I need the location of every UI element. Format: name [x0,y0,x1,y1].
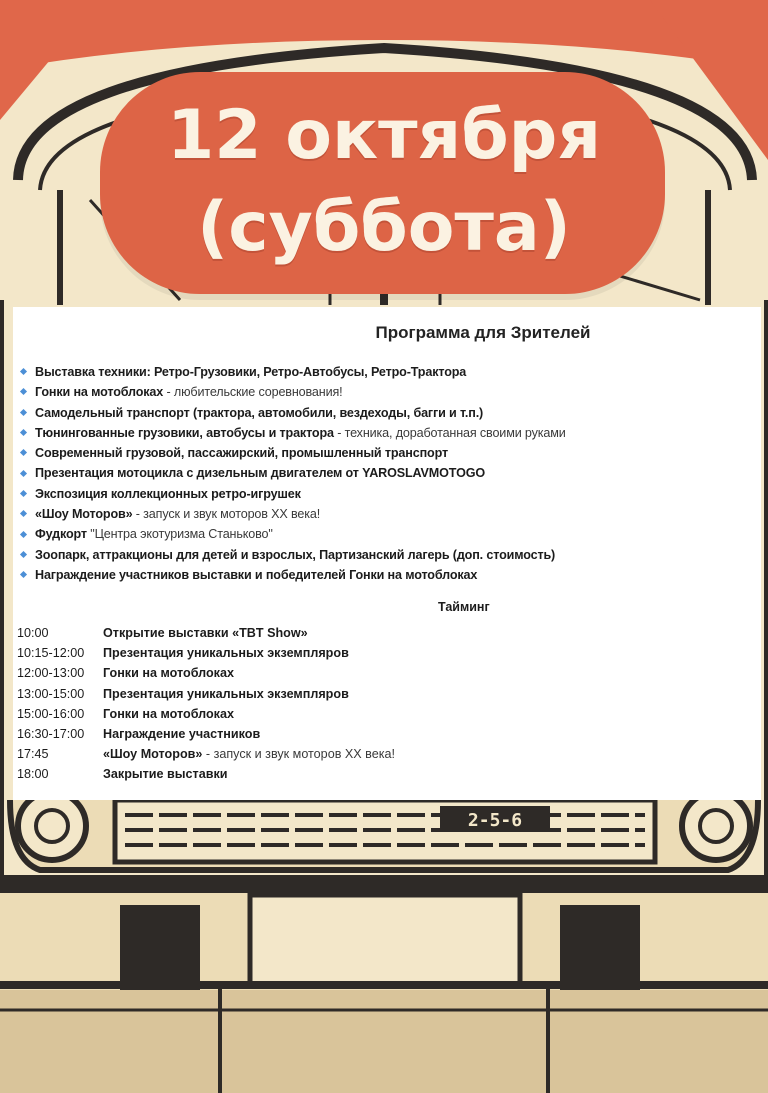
bullet-icon [20,571,27,578]
bullet-icon [20,368,27,375]
timing-event: Закрытие выставки [103,767,228,782]
timing-time: 16:30-17:00 [17,726,85,741]
bus-plate-text: 2-5-6 [467,810,523,831]
timing-event: Гонки на мотоблоках [103,706,234,721]
bullet-icon [20,470,27,477]
list-item: Самодельный транспорт (трактора, автомобили, вездеходы, багги и т.п.) [17,403,757,423]
timing-row: 17:45 «Шоу Моторов» - запуск и звук моторов XX века! [17,744,395,764]
timing-time: 10:15-12:00 [17,646,85,661]
timing-row [17,704,395,724]
timing-event: «Шоу Моторов» [103,747,203,762]
timing-event: Презентация уникальных экземпляров [103,686,349,701]
list-item: «Шоу Моторов» - запуск и звук моторов XX века! [17,504,757,524]
timing-time: 13:00-15:00 [17,686,85,701]
timing-row [17,724,395,744]
timing-time: 17:45 [17,747,49,762]
bullet-icon [20,449,27,456]
list-item: Награждение участников выставки и победителей Гонки на мотоблоках [17,565,757,585]
timing-event: Награждение участников [103,726,261,741]
timing-row [17,623,395,643]
list-item: Выставка техники: Ретро-Грузовики, Ретро-Автобусы, Ретро-Трактора [17,362,757,382]
timing-event: Гонки на мотоблоках [103,666,234,681]
timing-row [17,643,395,663]
timing-time: 10:00 [17,626,49,640]
program-panel [13,307,761,800]
program-title: Программа для Зрителей [375,323,591,342]
timing-title: Тайминг [438,600,490,614]
bullet-icon [20,551,27,558]
timing-row [17,764,395,784]
program-list [17,362,757,585]
bullet-icon [20,510,27,517]
bullet-icon [20,409,27,416]
timing-event: Презентация уникальных экземпляров [103,646,349,661]
timing-time: 15:00-16:00 [17,706,85,721]
list-item: Современный грузовой, пассажирский, промышленный транспорт [17,443,757,463]
list-item: Тюнингованные грузовики, автобусы и трактора - техника, доработанная своими руками [17,423,757,443]
timing-row [17,663,395,683]
timing-row [17,684,395,704]
bullet-icon [20,531,27,538]
bullet-icon [20,388,27,395]
bullet-icon [20,490,27,497]
bullet-icon [20,429,27,436]
timing-event: Открытие выставки «TBT Show» [103,626,308,640]
timing-time: 12:00-13:00 [17,666,85,681]
list-item: Зоопарк, аттракционы для детей и взрослых, Партизанский лагерь (доп. стоимость) [17,545,757,565]
weekday-text: (суббота) [197,188,571,267]
timing-list [17,623,395,785]
list-item: Фудкорт "Центра экотуризма Станьково" [17,524,757,544]
list-item: Презентация мотоцикла с дизельным двигателем от YAROSLAVMOTOGO [17,463,757,483]
list-item: Гонки на мотоблоках - любительские соревнования! [17,382,757,402]
timing-time: 18:00 [17,767,49,782]
list-item: Экспозиция коллекционных ретро-игрушек [17,484,757,504]
date-text: 12 октября [166,96,602,175]
